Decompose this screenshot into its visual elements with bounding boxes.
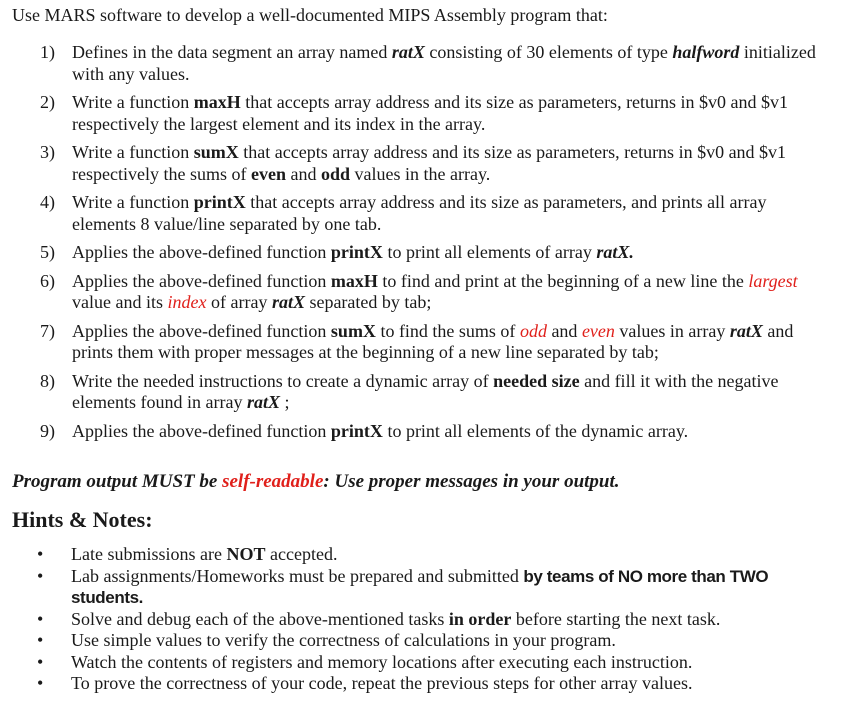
task-text: that accepts array address and its size as parameters, and prints all array elements 8 value/line separated by one tab. [72,192,767,234]
task-number: 8) [40,370,55,391]
task-text: and [546,320,582,341]
hint-text: Solve and debug each of the above-mentioned tasks [71,608,449,629]
task-number: 1) [40,42,55,62]
task-number: 5) [40,242,55,262]
hint-item-order [0,609,842,631]
task-text: ; [279,392,290,412]
emphasis-even: even [250,163,286,184]
function-name: printX [330,242,383,262]
array-name: ratX [391,42,425,62]
task-text: to print all elements of array [382,242,597,262]
task-text: Write a function [72,192,194,212]
bullet-icon: • [37,651,44,672]
task-text: and [285,163,321,184]
hint-text: Lab assignments/Homeworks must be prepared and submitted [71,565,524,586]
emphasis-even: even [581,320,615,341]
hint-text: before starting the next task. [511,608,721,629]
task-text: and prints them with proper messages at the beginning of a new line separated by tab; [72,320,794,362]
intro-text: Use MARS software to develop a well-documented MIPS Assembly program that: [12,5,608,25]
output-text: : Use proper messages in your output. [323,471,620,492]
function-name: sumX [193,142,239,162]
task-text: initialized with any values. [72,42,816,84]
emphasis-largest: largest [748,270,798,291]
hint-item-prove [0,673,842,695]
function-name: sumX [330,320,376,341]
hint-emphasis: by teams of NO more than TWO students. [71,566,769,607]
bullet-icon: • [37,608,44,629]
task-text: that accepts array address and its size as parameters, returns in $v0 and $v1 respectively the sums of [72,142,787,184]
type-name: halfword [672,42,740,62]
hint-text: accepted. [265,544,338,564]
function-name: maxH [193,92,241,112]
task-text: Defines in the data segment an array named [72,42,392,62]
array-name: ratX [246,392,280,412]
task-text: to print all elements of the dynamic array. [382,420,689,441]
self-readable-emphasis: self-readable [222,471,324,492]
task-number: 3) [40,142,55,162]
hint-emphasis: NOT [226,544,266,564]
output-text: Program output MUST be [12,471,223,492]
task-text: Applies the above-defined function [72,320,331,341]
task-text: Applies the above-defined function [72,420,331,441]
task-item-3 [0,142,842,185]
task-list [0,42,842,449]
task-text: values in the array. [350,163,491,184]
hints-list [0,544,842,695]
function-name: maxH [330,270,378,291]
task-text: values in array [614,320,730,341]
hint-text: Watch the contents of registers and memory locations after executing each instruction. [71,651,693,672]
task-text: separated by tab; [304,292,432,312]
task-text: Write the needed instructions to create a dynamic array of [72,370,494,391]
bullet-icon: • [37,544,44,564]
task-text: Applies the above-defined function [72,242,331,262]
hint-item-registers [0,652,842,674]
task-text: Write a function [72,92,194,112]
hint-text: To prove the correctness of your code, repeat the previous steps for other array values. [71,673,693,693]
array-name: ratX [271,292,305,312]
emphasis-needed-size: needed size [493,370,580,391]
task-text: Write a function [72,142,194,162]
task-item-5 [0,242,842,264]
hint-text: Late submissions are [71,544,227,564]
task-number: 4) [40,192,55,212]
output-requirement [12,471,620,493]
array-name: ratX [729,320,763,341]
task-number: 6) [40,270,55,291]
task-number: 9) [40,420,55,441]
task-text: Applies the above-defined function [72,270,331,291]
task-number: 2) [40,92,55,112]
task-item-4 [0,192,842,235]
function-name: printX [330,420,383,441]
task-text: to find the sums of [375,320,520,341]
hint-item-simple-values [0,630,842,652]
task-text: value and its [72,292,168,312]
task-item-7 [0,321,842,364]
task-item-2 [0,92,842,135]
hint-emphasis: in order [448,608,512,629]
task-item-9 [0,421,842,443]
task-text: consisting of 30 elements of type [424,42,673,62]
hints-heading: Hints & Notes: [12,507,153,532]
emphasis-odd: odd [320,163,350,184]
emphasis-odd: odd [519,320,547,341]
task-text: that accepts array address and its size as parameters, returns in $v0 and $v1 respectively the largest element and its index in the array. [72,92,789,134]
function-name: printX [193,192,246,212]
hint-item-late [0,544,842,566]
emphasis-index: index [167,292,207,312]
hint-text: Use simple values to verify the correctness of calculations in your program. [71,630,616,650]
hint-item-teams [0,566,842,609]
task-item-8 [0,371,842,414]
bullet-icon: • [37,673,44,693]
array-name: ratX. [596,242,634,262]
task-number: 7) [40,320,55,341]
task-item-6 [0,271,842,314]
bullet-icon: • [37,565,44,586]
task-text: to find and print at the beginning of a new line the [377,270,749,291]
task-text: and fill it with the negative elements found in array [72,370,779,412]
task-text: of array [206,292,272,312]
task-item-1 [0,42,842,85]
bullet-icon: • [37,630,44,650]
